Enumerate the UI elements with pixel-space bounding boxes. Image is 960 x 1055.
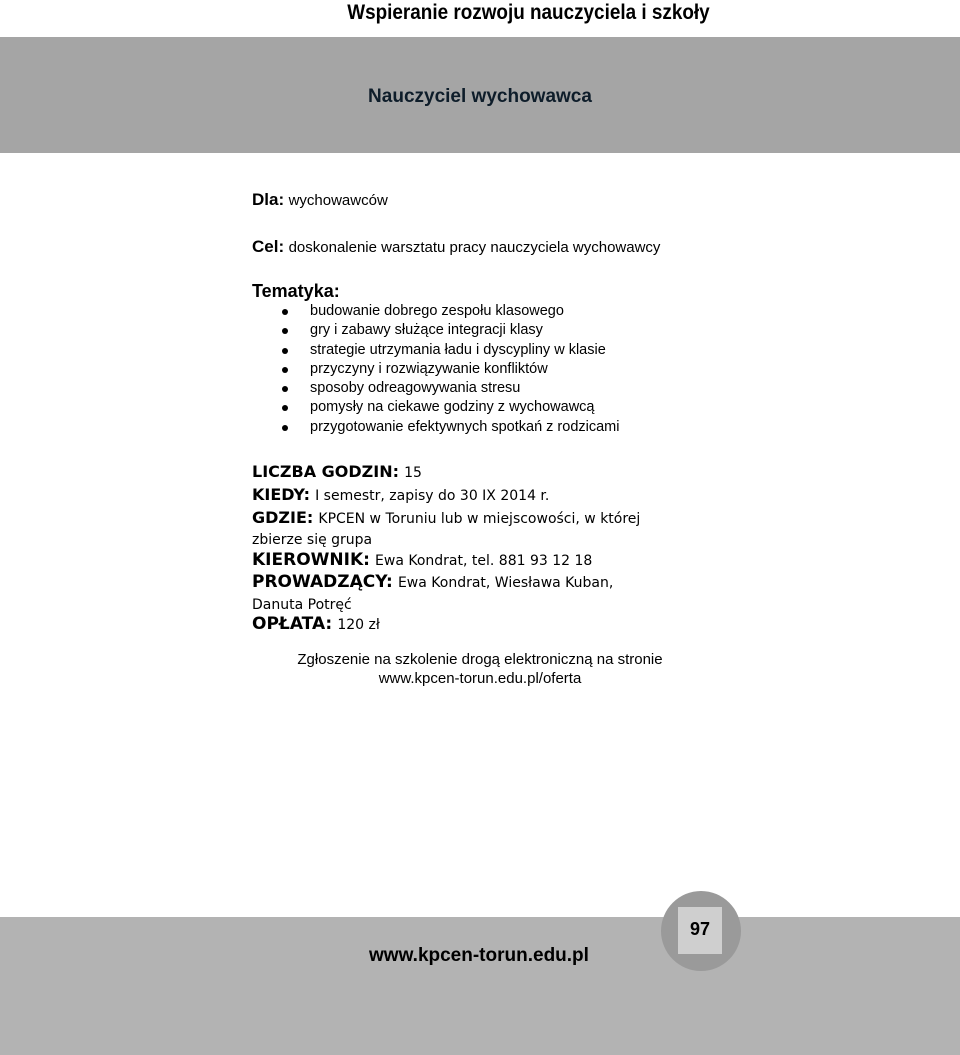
list-item: pomysły na ciekawe godziny z wychowawcą xyxy=(252,398,619,417)
manager-row xyxy=(252,550,592,570)
footer-bar xyxy=(0,917,960,1055)
hours-label: LICZBA GODZIN: xyxy=(252,462,399,481)
goal-label: Cel: xyxy=(252,237,285,256)
list-item: przyczyny i rozwiązywanie konfliktów xyxy=(252,360,619,379)
when-row xyxy=(252,485,549,504)
manager-value: Ewa Kondrat, tel. 881 93 12 18 xyxy=(375,553,593,569)
manager-label: KIEROWNIK: xyxy=(252,550,370,570)
list-item: przygotowanie efektywnych spotkań z rodzicami xyxy=(252,418,619,437)
list-item: budowanie dobrego zespołu klasowego xyxy=(252,302,619,321)
list-item: gry i zabawy służące integracji klasy xyxy=(252,321,619,340)
hours-value: 15 xyxy=(404,465,422,481)
list-item: sposoby odreagowywania stresu xyxy=(252,379,619,398)
where-label: GDZIE: xyxy=(252,508,314,527)
topics-label: Tematyka: xyxy=(252,281,340,301)
signup-text: Zgłoszenie na szkolenie drogą elektroniczną na stronie xyxy=(297,651,663,668)
where-value-2: zbierze się grupa xyxy=(252,532,373,548)
fee-value: 120 zł xyxy=(337,617,380,633)
where-row-continued xyxy=(252,529,372,548)
leaders-label: PROWADZĄCY: xyxy=(252,572,393,592)
when-label: KIEDY: xyxy=(252,485,310,504)
goal-value: doskonalenie warsztatu pracy nauczyciela wychowawcy xyxy=(288,239,661,256)
list-item: strategie utrzymania ładu i dyscypliny w klasie xyxy=(252,341,619,360)
signup-note xyxy=(0,650,960,688)
for-value: wychowawców xyxy=(288,192,388,209)
leaders-value: Ewa Kondrat, Wiesława Kuban, xyxy=(397,575,614,591)
topics-list xyxy=(252,302,619,437)
where-value: KPCEN w Toruniu lub w miejscowości, w której xyxy=(318,511,641,527)
fee-label: OPŁATA: xyxy=(252,614,333,634)
for-label: Dla: xyxy=(252,190,285,209)
page-number: 97 xyxy=(678,907,722,954)
topics-heading xyxy=(252,281,340,302)
fee-row xyxy=(252,614,380,634)
where-row xyxy=(252,508,640,527)
signup-link[interactable]: www.kpcen-torun.edu.pl/oferta xyxy=(378,670,582,687)
leaders-row xyxy=(252,572,613,592)
footer-url[interactable]: www.kpcen-torun.edu.pl xyxy=(369,945,589,966)
when-value: I semestr, zapisy do 30 IX 2014 r. xyxy=(315,488,550,504)
for-row xyxy=(252,190,388,210)
page-header-title: Wspieranie rozwoju nauczyciela i szkoły xyxy=(347,1,710,24)
leaders-value-2: Danuta Potręć xyxy=(252,597,352,613)
hours-row xyxy=(252,462,422,481)
leaders-row-continued xyxy=(252,594,352,613)
goal-row xyxy=(252,237,660,257)
course-title: Nauczyciel wychowawca xyxy=(368,86,592,107)
